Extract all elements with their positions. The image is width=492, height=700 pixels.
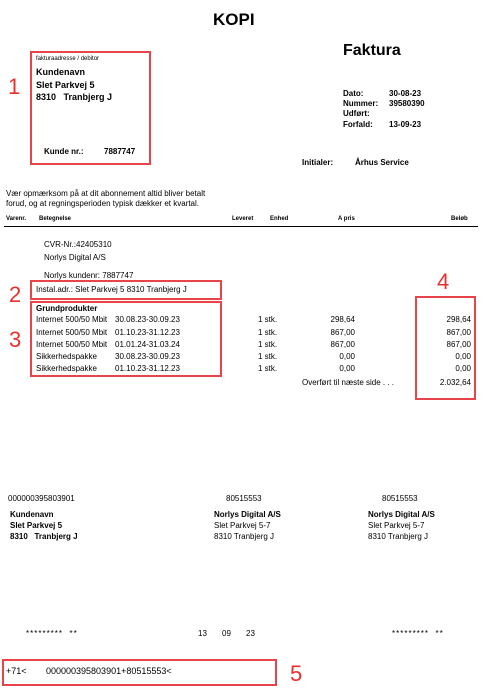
install-address: Instal.adr.: Slet Parkvej 5 8310 Tranbjerg J bbox=[36, 285, 187, 294]
stars-right: ********* ** bbox=[392, 629, 444, 638]
forfald-label: Forfald: bbox=[343, 120, 373, 129]
annotation-5: 5 bbox=[290, 661, 303, 686]
slip-date-day: 13 bbox=[198, 629, 207, 638]
product-row-4-price: 0,00 bbox=[339, 352, 355, 361]
product-row-2-total: 867,00 bbox=[446, 328, 471, 337]
dato-label: Dato: bbox=[343, 89, 364, 98]
payer-city: 8310 Tranbjerg J bbox=[10, 532, 78, 541]
carry-forward-total: 2.032,64 bbox=[439, 378, 471, 387]
product-row-2-period: 01.10.23-31.12.23 bbox=[115, 328, 180, 337]
payee-2-city: 8310 Tranbjerg J bbox=[368, 532, 429, 541]
customer-name: Kundenavn bbox=[36, 67, 86, 77]
customer-street: Slet Parkvej 5 bbox=[36, 80, 95, 90]
product-row-1-name: Internet 500/50 Mbit bbox=[36, 315, 108, 324]
product-row-5-period: 01.10.23-31.12.23 bbox=[115, 364, 180, 373]
product-row-1-total: 298,64 bbox=[446, 315, 471, 324]
product-row-2-price: 867,00 bbox=[330, 328, 355, 337]
annotation-2: 2 bbox=[9, 282, 22, 307]
col-leveret: Leveret bbox=[232, 216, 254, 222]
annotation-3: 3 bbox=[9, 327, 22, 352]
notice-line-1: Vær opmærksom på at dit abonnement altid bliver betalt bbox=[6, 189, 206, 198]
product-row-3-price: 867,00 bbox=[330, 340, 355, 349]
product-row-1-qty: 1 stk. bbox=[258, 315, 278, 324]
payee-1-name: Norlys Digital A/S bbox=[214, 510, 281, 519]
payee-1-street: Slet Parkvej 5-7 bbox=[214, 521, 271, 530]
slip-date-month: 09 bbox=[222, 629, 231, 638]
col-varenr: Varenr. bbox=[6, 216, 27, 222]
payee-2-street: Slet Parkvej 5-7 bbox=[368, 521, 425, 530]
product-row-3-period: 01.01.24-31.03.24 bbox=[115, 340, 180, 349]
company-kundenr: Norlys kundenr: 7887747 bbox=[44, 271, 134, 280]
customer-number: 7887747 bbox=[104, 147, 136, 156]
payer-name: Kundenavn bbox=[10, 510, 54, 519]
product-row-3-name: Internet 500/50 Mbit bbox=[36, 340, 108, 349]
product-row-2-name: Internet 500/50 Mbit bbox=[36, 328, 108, 337]
company-cvr: CVR-Nr.:42405310 bbox=[44, 240, 112, 249]
product-row-5-name: Sikkerhedspakke bbox=[36, 364, 97, 373]
product-row-5-qty: 1 stk. bbox=[258, 364, 278, 373]
products-heading: Grundprodukter bbox=[36, 304, 98, 313]
payer-street: Slet Parkvej 5 bbox=[10, 521, 63, 530]
udfoert-label: Udført: bbox=[343, 109, 370, 118]
payee-account-1: 80515553 bbox=[226, 494, 262, 503]
slip-date-year: 23 bbox=[246, 629, 255, 638]
kopi-title: KOPI bbox=[213, 10, 255, 29]
product-row-5-price: 0,00 bbox=[339, 364, 355, 373]
col-beloeb: Beløb bbox=[451, 216, 468, 222]
forfald-value: 13-09-23 bbox=[389, 120, 422, 129]
col-apris: A pris bbox=[338, 216, 355, 222]
company-name: Norlys Digital A/S bbox=[44, 253, 106, 262]
product-row-4-period: 30.08.23-30.09.23 bbox=[115, 352, 180, 361]
product-row-5-total: 0,00 bbox=[455, 364, 471, 373]
initialer-label: Initialer: bbox=[302, 158, 334, 167]
product-row-1-price: 298,64 bbox=[330, 315, 355, 324]
product-row-2-qty: 1 stk. bbox=[258, 328, 278, 337]
col-enhed: Enhed bbox=[270, 216, 289, 222]
notice-line-2: forud, og at regningsperioden typisk dækker et kvartal. bbox=[6, 199, 199, 208]
header-divider bbox=[4, 226, 478, 227]
initialer-value: Århus Service bbox=[355, 158, 409, 167]
product-row-4-total: 0,00 bbox=[455, 352, 471, 361]
annotation-1: 1 bbox=[8, 74, 21, 99]
payee-2-name: Norlys Digital A/S bbox=[368, 510, 435, 519]
customer-number-label: Kunde nr.: bbox=[44, 147, 84, 156]
col-betegnelse: Betegnelse bbox=[39, 216, 72, 222]
code-line: 000000395803901+80515553< bbox=[46, 666, 172, 676]
payment-reference: 000000395803901 bbox=[8, 494, 75, 503]
carry-forward-label: Overført til næste side . . . bbox=[302, 378, 395, 387]
faktura-title: Faktura bbox=[343, 42, 401, 59]
product-row-4-qty: 1 stk. bbox=[258, 352, 278, 361]
product-row-3-total: 867,00 bbox=[446, 340, 471, 349]
address-label: fakturaadresse / debitor bbox=[36, 56, 100, 62]
nummer-label: Nummer: bbox=[343, 99, 379, 108]
dato-value: 30-08-23 bbox=[389, 89, 422, 98]
product-row-1-period: 30.08.23-30.09.23 bbox=[115, 315, 180, 324]
annotation-4: 4 bbox=[437, 269, 450, 294]
payee-account-2: 80515553 bbox=[382, 494, 418, 503]
nummer-value: 39580390 bbox=[389, 99, 425, 108]
product-row-3-qty: 1 stk. bbox=[258, 340, 278, 349]
code-line-prefix: +71< bbox=[6, 666, 27, 676]
payee-1-city: 8310 Tranbjerg J bbox=[214, 532, 275, 541]
customer-city: 8310 Tranbjerg J bbox=[36, 92, 113, 102]
product-row-4-name: Sikkerhedspakke bbox=[36, 352, 97, 361]
stars-left: ********* ** bbox=[26, 629, 78, 638]
